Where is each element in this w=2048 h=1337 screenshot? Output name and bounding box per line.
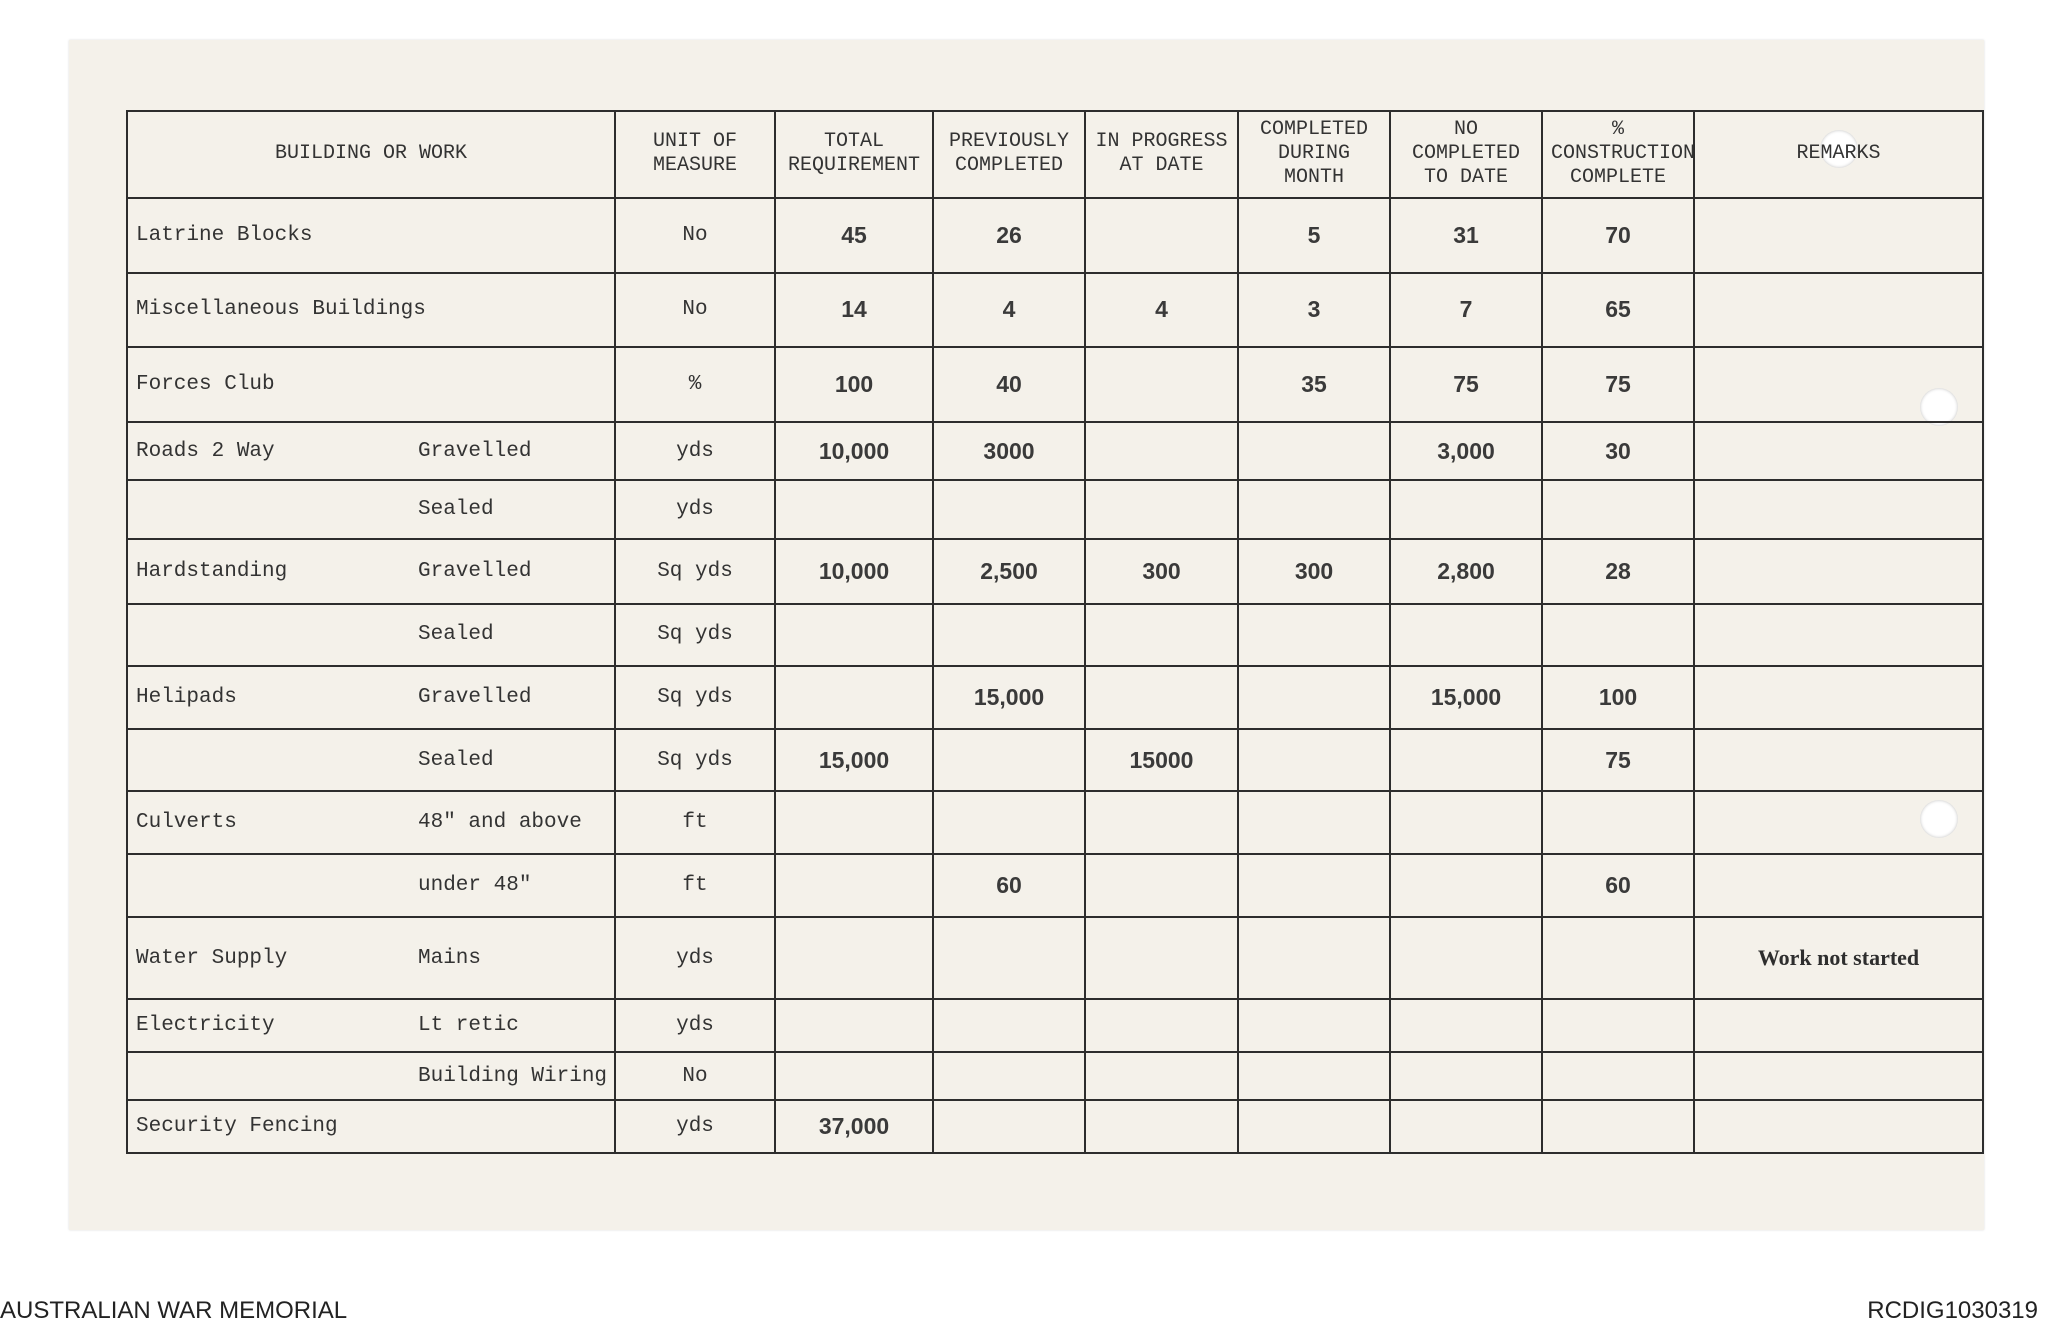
unit-cell: yds: [615, 1100, 775, 1153]
in-progress-cell: [1085, 917, 1238, 1000]
remarks-cell: [1694, 791, 1983, 854]
total-requirement-cell: 14: [775, 273, 933, 348]
table-row: [127, 729, 1983, 792]
unit-cell: No: [615, 273, 775, 348]
unit-cell: ft: [615, 791, 775, 854]
remarks-cell: Work not started: [1694, 917, 1983, 1000]
in-progress-cell: 15000: [1085, 729, 1238, 792]
footer-id: RCDIG1030319: [1867, 1297, 2038, 1324]
total-requirement-cell: 15,000: [775, 729, 933, 792]
completed-during-month-cell: [1238, 666, 1390, 729]
footer-credit: AUSTRALIAN WAR MEMORIAL: [0, 1297, 348, 1324]
header-previously-completed: PREVIOUSLY COMPLETED: [933, 111, 1085, 198]
header-total-requirement: TOTAL REQUIREMENT: [775, 111, 933, 198]
completed-during-month-cell: 5: [1238, 198, 1390, 273]
previously-completed-cell: 26: [933, 198, 1085, 273]
subtype-cell: [410, 198, 615, 273]
in-progress-cell: [1085, 1052, 1238, 1100]
in-progress-cell: [1085, 791, 1238, 854]
percent-complete-cell: [1542, 1052, 1694, 1100]
total-requirement-cell: [775, 854, 933, 917]
remarks-cell: [1694, 854, 1983, 917]
unit-cell: yds: [615, 480, 775, 539]
table-row: [127, 604, 1983, 667]
completed-to-date-cell: [1390, 1052, 1542, 1100]
percent-complete-cell: 75: [1542, 729, 1694, 792]
in-progress-cell: 4: [1085, 273, 1238, 348]
completed-to-date-cell: [1390, 854, 1542, 917]
remarks-cell: [1694, 666, 1983, 729]
building-or-work-cell: Roads 2 Way: [127, 422, 410, 481]
header-building-or-work: BUILDING OR WORK: [127, 111, 615, 198]
subtype-cell: Lt retic: [410, 999, 615, 1052]
in-progress-cell: [1085, 604, 1238, 667]
subtype-cell: Gravelled: [410, 422, 615, 481]
header-in-progress: IN PROGRESS AT DATE: [1085, 111, 1238, 198]
in-progress-cell: [1085, 999, 1238, 1052]
total-requirement-cell: [775, 604, 933, 667]
table-row: [127, 422, 1983, 481]
percent-complete-cell: 28: [1542, 539, 1694, 604]
table-row: [127, 539, 1983, 604]
in-progress-cell: [1085, 198, 1238, 273]
completed-during-month-cell: 35: [1238, 347, 1390, 422]
completed-to-date-cell: 75: [1390, 347, 1542, 422]
subtype-cell: Sealed: [410, 480, 615, 539]
header-percent-construction-complete: % CONSTRUCTION COMPLETE: [1542, 111, 1694, 198]
building-or-work-cell: Security Fencing: [127, 1100, 410, 1153]
building-or-work-cell: Hardstanding: [127, 539, 410, 604]
header-no-completed-to-date: NO COMPLETED TO DATE: [1390, 111, 1542, 198]
table-row: [127, 791, 1983, 854]
subtype-cell: Mains: [410, 917, 615, 1000]
remarks-cell: [1694, 422, 1983, 481]
construction-progress-table: [126, 110, 1984, 1154]
building-or-work-cell: [127, 1052, 410, 1100]
unit-cell: yds: [615, 999, 775, 1052]
table-row: [127, 854, 1983, 917]
table-row: [127, 198, 1983, 273]
total-requirement-cell: [775, 999, 933, 1052]
completed-to-date-cell: 3,000: [1390, 422, 1542, 481]
percent-complete-cell: 70: [1542, 198, 1694, 273]
unit-cell: %: [615, 347, 775, 422]
remarks-cell: [1694, 539, 1983, 604]
completed-during-month-cell: 300: [1238, 539, 1390, 604]
completed-to-date-cell: 7: [1390, 273, 1542, 348]
in-progress-cell: [1085, 854, 1238, 917]
completed-during-month-cell: [1238, 422, 1390, 481]
completed-during-month-cell: [1238, 791, 1390, 854]
completed-during-month-cell: [1238, 480, 1390, 539]
previously-completed-cell: [933, 729, 1085, 792]
building-or-work-cell: Miscellaneous Buildings: [127, 273, 410, 348]
building-or-work-cell: Electricity: [127, 999, 410, 1052]
in-progress-cell: [1085, 422, 1238, 481]
building-or-work-cell: Latrine Blocks: [127, 198, 410, 273]
previously-completed-cell: 60: [933, 854, 1085, 917]
header-remarks: REMARKS: [1694, 111, 1983, 198]
building-or-work-cell: Culverts: [127, 791, 410, 854]
unit-cell: No: [615, 1052, 775, 1100]
previously-completed-cell: 15,000: [933, 666, 1085, 729]
remarks-cell: [1694, 1052, 1983, 1100]
previously-completed-cell: 4: [933, 273, 1085, 348]
completed-during-month-cell: [1238, 999, 1390, 1052]
unit-cell: yds: [615, 422, 775, 481]
building-or-work-cell: [127, 729, 410, 792]
subtype-cell: Building Wiring: [410, 1052, 615, 1100]
total-requirement-cell: [775, 1052, 933, 1100]
header-row: [127, 111, 1983, 198]
completed-to-date-cell: [1390, 917, 1542, 1000]
percent-complete-cell: [1542, 604, 1694, 667]
unit-cell: Sq yds: [615, 604, 775, 667]
subtype-cell: Sealed: [410, 604, 615, 667]
completed-to-date-cell: [1390, 999, 1542, 1052]
total-requirement-cell: [775, 917, 933, 1000]
percent-complete-cell: 30: [1542, 422, 1694, 481]
total-requirement-cell: 37,000: [775, 1100, 933, 1153]
completed-to-date-cell: 2,800: [1390, 539, 1542, 604]
previously-completed-cell: [933, 480, 1085, 539]
subtype-cell: Gravelled: [410, 539, 615, 604]
table-row: [127, 999, 1983, 1052]
building-or-work-cell: [127, 480, 410, 539]
remarks-cell: [1694, 480, 1983, 539]
total-requirement-cell: 100: [775, 347, 933, 422]
remarks-cell: [1694, 198, 1983, 273]
completed-during-month-cell: [1238, 854, 1390, 917]
remarks-cell: [1694, 1100, 1983, 1153]
previously-completed-cell: [933, 999, 1085, 1052]
subtype-cell: [410, 347, 615, 422]
table-row: [127, 1052, 1983, 1100]
remarks-cell: [1694, 729, 1983, 792]
unit-cell: No: [615, 198, 775, 273]
remarks-cell: [1694, 999, 1983, 1052]
previously-completed-cell: 3000: [933, 422, 1085, 481]
completed-to-date-cell: 31: [1390, 198, 1542, 273]
completed-during-month-cell: [1238, 604, 1390, 667]
completed-to-date-cell: [1390, 729, 1542, 792]
table-row: [127, 1100, 1983, 1153]
in-progress-cell: [1085, 347, 1238, 422]
completed-during-month-cell: 3: [1238, 273, 1390, 348]
total-requirement-cell: 45: [775, 198, 933, 273]
subtype-cell: 48" and above: [410, 791, 615, 854]
building-or-work-cell: [127, 854, 410, 917]
subtype-cell: [410, 1100, 615, 1153]
total-requirement-cell: [775, 480, 933, 539]
completed-during-month-cell: [1238, 1100, 1390, 1153]
completed-to-date-cell: [1390, 604, 1542, 667]
subtype-cell: Sealed: [410, 729, 615, 792]
previously-completed-cell: [933, 791, 1085, 854]
header-unit-of-measure: UNIT OF MEASURE: [615, 111, 775, 198]
previously-completed-cell: 40: [933, 347, 1085, 422]
percent-complete-cell: 65: [1542, 273, 1694, 348]
unit-cell: Sq yds: [615, 539, 775, 604]
building-or-work-cell: Forces Club: [127, 347, 410, 422]
subtype-cell: Gravelled: [410, 666, 615, 729]
building-or-work-cell: Helipads: [127, 666, 410, 729]
building-or-work-cell: [127, 604, 410, 667]
table-row: [127, 480, 1983, 539]
percent-complete-cell: [1542, 999, 1694, 1052]
percent-complete-cell: 75: [1542, 347, 1694, 422]
table-row: [127, 273, 1983, 348]
percent-complete-cell: [1542, 791, 1694, 854]
unit-cell: Sq yds: [615, 729, 775, 792]
completed-during-month-cell: [1238, 1052, 1390, 1100]
total-requirement-cell: [775, 666, 933, 729]
remarks-cell: [1694, 604, 1983, 667]
table-row: [127, 347, 1983, 422]
remarks-cell: [1694, 347, 1983, 422]
previously-completed-cell: [933, 917, 1085, 1000]
previously-completed-cell: [933, 604, 1085, 667]
header-completed-during-month: COMPLETED DURING MONTH: [1238, 111, 1390, 198]
percent-complete-cell: [1542, 1100, 1694, 1153]
table-row: [127, 917, 1983, 1000]
in-progress-cell: [1085, 1100, 1238, 1153]
previously-completed-cell: 2,500: [933, 539, 1085, 604]
completed-to-date-cell: [1390, 480, 1542, 539]
completed-to-date-cell: [1390, 1100, 1542, 1153]
total-requirement-cell: [775, 791, 933, 854]
percent-complete-cell: 60: [1542, 854, 1694, 917]
unit-cell: Sq yds: [615, 666, 775, 729]
unit-cell: ft: [615, 854, 775, 917]
in-progress-cell: 300: [1085, 539, 1238, 604]
in-progress-cell: [1085, 666, 1238, 729]
completed-during-month-cell: [1238, 729, 1390, 792]
completed-during-month-cell: [1238, 917, 1390, 1000]
percent-complete-cell: 100: [1542, 666, 1694, 729]
table-row: [127, 666, 1983, 729]
percent-complete-cell: [1542, 480, 1694, 539]
subtype-cell: under 48": [410, 854, 615, 917]
total-requirement-cell: 10,000: [775, 539, 933, 604]
previously-completed-cell: [933, 1100, 1085, 1153]
completed-to-date-cell: [1390, 791, 1542, 854]
previously-completed-cell: [933, 1052, 1085, 1100]
in-progress-cell: [1085, 480, 1238, 539]
subtype-cell: [410, 273, 615, 348]
completed-to-date-cell: 15,000: [1390, 666, 1542, 729]
remarks-cell: [1694, 273, 1983, 348]
total-requirement-cell: 10,000: [775, 422, 933, 481]
unit-cell: yds: [615, 917, 775, 1000]
percent-complete-cell: [1542, 917, 1694, 1000]
building-or-work-cell: Water Supply: [127, 917, 410, 1000]
